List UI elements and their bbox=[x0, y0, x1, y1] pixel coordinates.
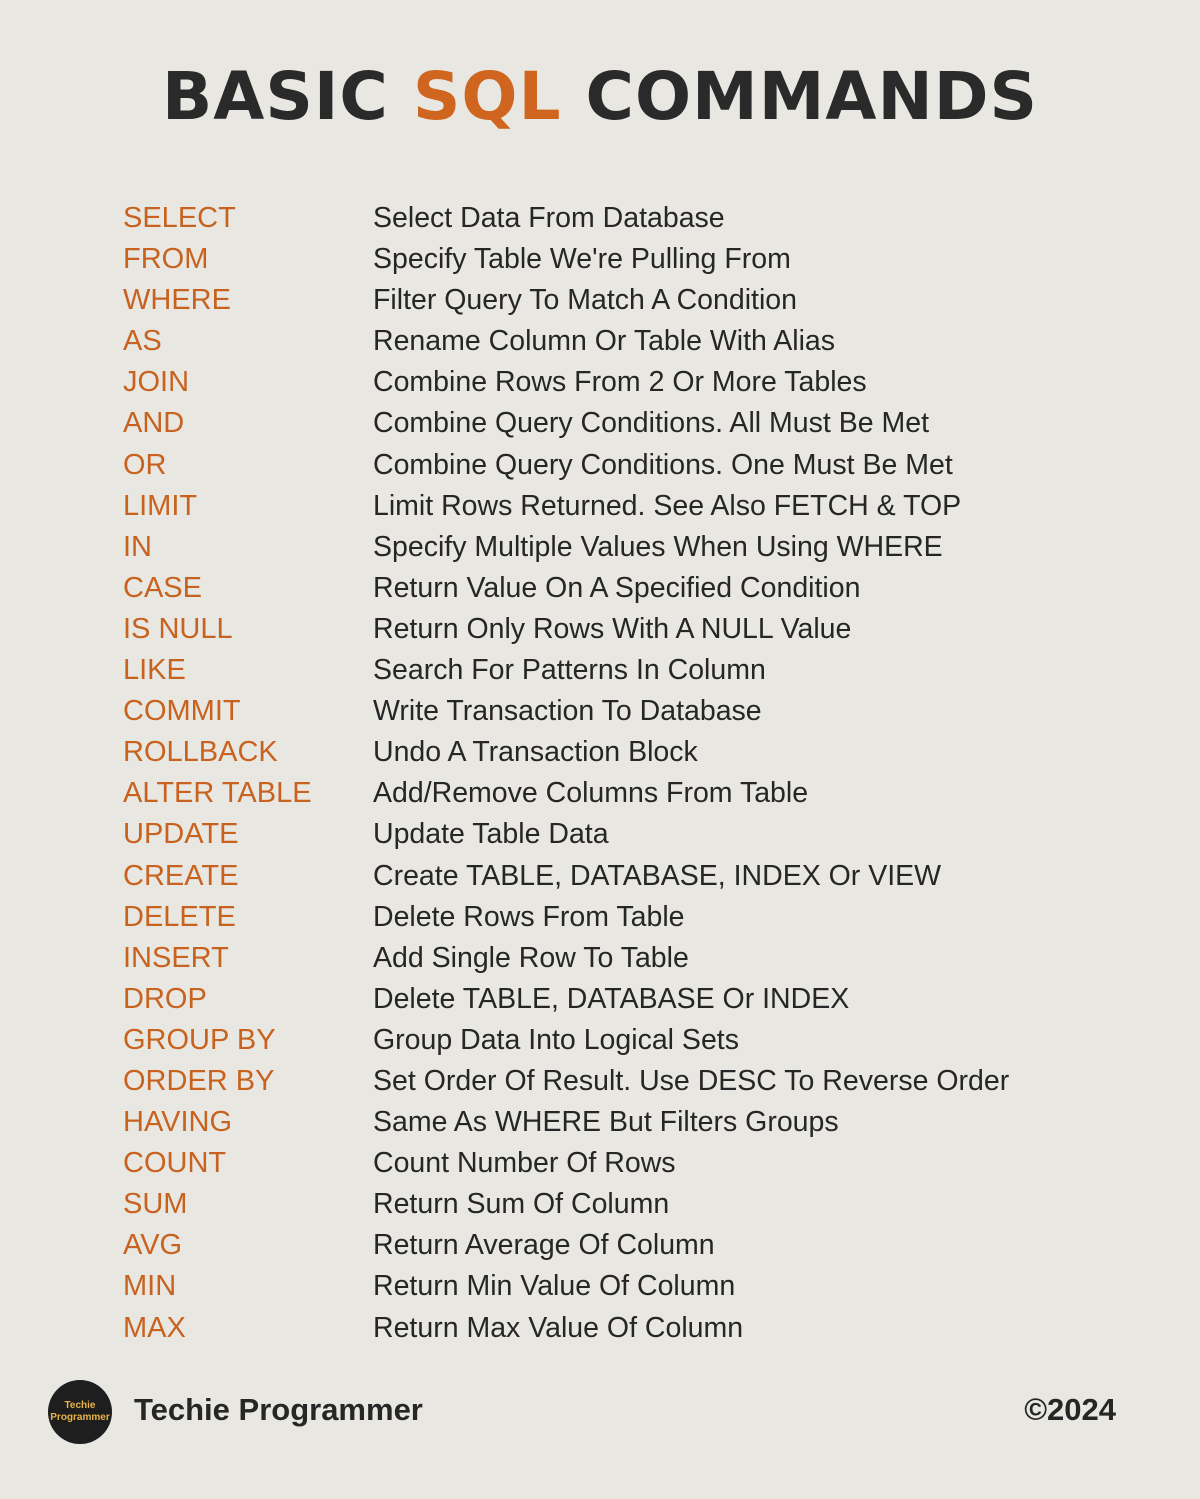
command-row bbox=[123, 1102, 1123, 1143]
command-row bbox=[123, 280, 1123, 321]
command-description: Combine Query Conditions. One Must Be Met bbox=[373, 448, 953, 481]
command-keyword: FROM bbox=[123, 243, 209, 276]
command-description: Same As WHERE But Filters Groups bbox=[373, 1106, 839, 1139]
command-description: Write Transaction To Database bbox=[373, 695, 762, 728]
command-keyword: AND bbox=[123, 407, 185, 440]
command-row bbox=[123, 979, 1123, 1020]
command-description: Combine Query Conditions. All Must Be Met bbox=[373, 407, 929, 440]
command-row bbox=[123, 773, 1123, 814]
command-row bbox=[123, 403, 1123, 444]
command-keyword: DROP bbox=[123, 982, 207, 1015]
command-row bbox=[123, 897, 1123, 938]
command-row bbox=[123, 362, 1123, 403]
command-row bbox=[123, 650, 1123, 691]
command-description: Return Only Rows With A NULL Value bbox=[373, 612, 852, 645]
brand-logo bbox=[48, 1380, 112, 1444]
brand-name: Techie Programmer bbox=[134, 1392, 423, 1427]
command-keyword: CASE bbox=[123, 571, 202, 604]
command-description: Add/Remove Columns From Table bbox=[373, 777, 809, 810]
command-description: Return Value On A Specified Condition bbox=[373, 571, 861, 604]
command-row bbox=[123, 1184, 1123, 1225]
command-row bbox=[123, 527, 1123, 568]
command-description: Update Table Data bbox=[373, 818, 609, 851]
command-row bbox=[123, 1308, 1123, 1349]
command-description: Rename Column Or Table With Alias bbox=[373, 325, 835, 358]
command-keyword: MAX bbox=[123, 1311, 186, 1344]
title-part-basic: BASIC bbox=[161, 58, 413, 135]
command-description: Undo A Transaction Block bbox=[373, 736, 698, 769]
command-description: Create TABLE, DATABASE, INDEX Or VIEW bbox=[373, 859, 942, 892]
command-row bbox=[123, 1061, 1123, 1102]
command-description: Limit Rows Returned. See Also FETCH & TOP bbox=[373, 489, 962, 522]
command-keyword: LIMIT bbox=[123, 489, 198, 522]
command-keyword: AVG bbox=[123, 1229, 183, 1262]
command-description: Specify Multiple Values When Using WHERE bbox=[373, 530, 943, 563]
command-row bbox=[123, 856, 1123, 897]
command-row bbox=[123, 198, 1123, 239]
command-keyword: IN bbox=[123, 530, 152, 563]
command-keyword: LIKE bbox=[123, 654, 186, 687]
command-keyword: JOIN bbox=[123, 366, 190, 399]
command-keyword: IS NULL bbox=[123, 612, 233, 645]
command-description: Filter Query To Match A Condition bbox=[373, 284, 798, 317]
command-keyword: INSERT bbox=[123, 941, 229, 974]
command-description: Return Min Value Of Column bbox=[373, 1270, 736, 1303]
command-row bbox=[123, 568, 1123, 609]
command-description: Return Average Of Column bbox=[373, 1229, 715, 1262]
command-description: Select Data From Database bbox=[373, 202, 725, 234]
command-row bbox=[123, 732, 1123, 773]
command-keyword: GROUP BY bbox=[123, 1023, 276, 1056]
command-row bbox=[123, 1225, 1123, 1266]
command-description: Delete TABLE, DATABASE Or INDEX bbox=[373, 982, 850, 1015]
command-description: Search For Patterns In Column bbox=[373, 654, 766, 687]
title-part-commands: COMMANDS bbox=[561, 58, 1039, 135]
command-row bbox=[123, 814, 1123, 855]
command-keyword: AS bbox=[123, 325, 162, 358]
command-keyword: HAVING bbox=[123, 1106, 233, 1139]
command-row bbox=[123, 1020, 1123, 1061]
logo-text-line1: Techie bbox=[64, 1400, 96, 1411]
command-keyword: WHERE bbox=[123, 284, 231, 317]
command-keyword: SELECT bbox=[123, 202, 236, 234]
command-row bbox=[123, 691, 1123, 732]
command-list bbox=[123, 198, 1123, 1349]
command-description: Return Max Value Of Column bbox=[373, 1311, 744, 1344]
command-row bbox=[123, 938, 1123, 979]
command-description: Count Number Of Rows bbox=[373, 1147, 676, 1180]
title-accent-sql: SQL bbox=[412, 58, 562, 135]
command-keyword: ROLLBACK bbox=[123, 736, 278, 769]
command-description: Return Sum Of Column bbox=[373, 1188, 670, 1221]
command-description: Specify Table We're Pulling From bbox=[373, 243, 791, 276]
command-keyword: ORDER BY bbox=[123, 1064, 275, 1097]
command-row bbox=[123, 239, 1123, 280]
command-keyword: DELETE bbox=[123, 900, 236, 933]
copyright-text: ©2024 bbox=[1024, 1392, 1116, 1427]
command-description: Set Order Of Result. Use DESC To Reverse Order bbox=[373, 1064, 1010, 1097]
command-description: Delete Rows From Table bbox=[373, 900, 685, 933]
command-row bbox=[123, 321, 1123, 362]
page-title bbox=[0, 52, 1200, 142]
command-keyword: SUM bbox=[123, 1188, 188, 1221]
command-keyword: COUNT bbox=[123, 1147, 227, 1180]
command-description: Add Single Row To Table bbox=[373, 941, 689, 974]
command-keyword: ALTER TABLE bbox=[123, 777, 312, 810]
command-keyword: OR bbox=[123, 448, 167, 481]
command-description: Group Data Into Logical Sets bbox=[373, 1023, 739, 1056]
logo-text-line2: Programmer bbox=[50, 1412, 110, 1423]
command-keyword: UPDATE bbox=[123, 818, 239, 851]
command-description: Combine Rows From 2 Or More Tables bbox=[373, 366, 867, 399]
command-row bbox=[123, 1143, 1123, 1184]
command-row bbox=[123, 1266, 1123, 1307]
command-row bbox=[123, 486, 1123, 527]
command-keyword: MIN bbox=[123, 1270, 177, 1303]
command-keyword: CREATE bbox=[123, 859, 239, 892]
footer bbox=[48, 1378, 1118, 1442]
command-row bbox=[123, 609, 1123, 650]
command-row bbox=[123, 445, 1123, 486]
command-keyword: COMMIT bbox=[123, 695, 241, 728]
